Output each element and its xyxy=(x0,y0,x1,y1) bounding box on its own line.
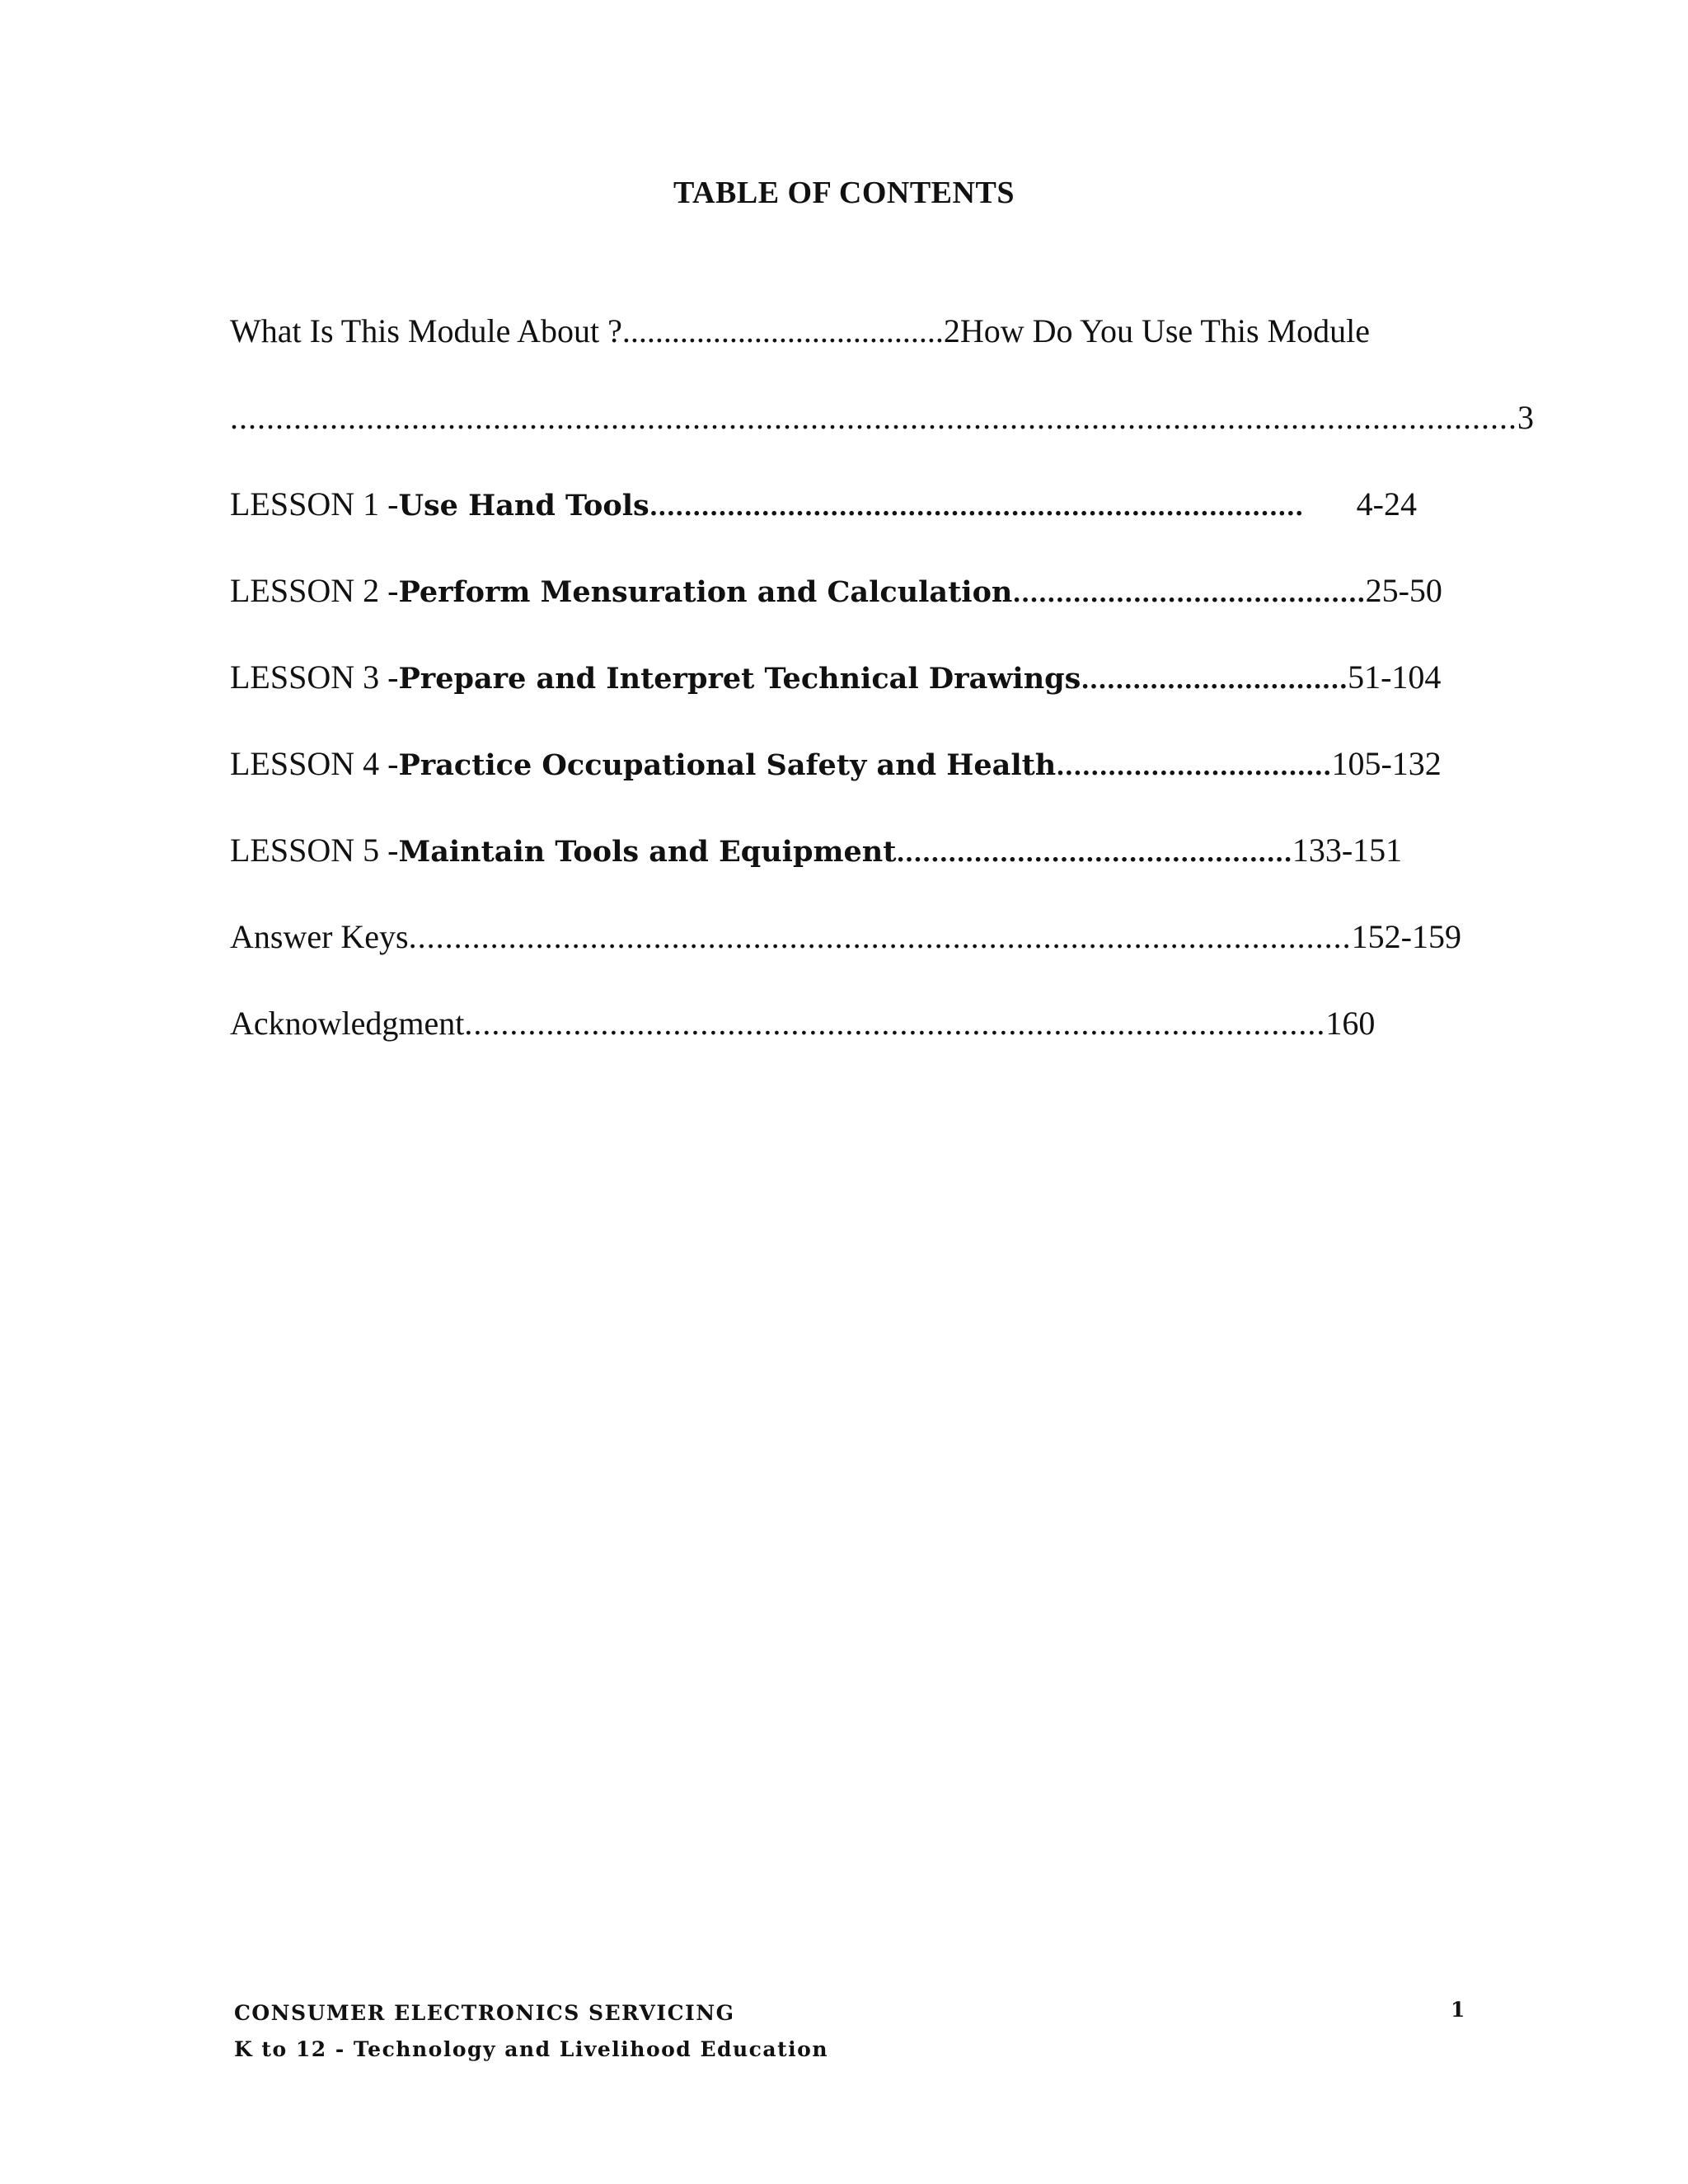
page-title: TABLE OF CONTENTS xyxy=(673,176,1015,210)
toc-entry-answer-keys[interactable] xyxy=(230,912,1461,962)
toc-entry-label: LESSON 5 - xyxy=(230,832,399,869)
toc-entry-page: 4-24 xyxy=(1356,485,1417,523)
toc-entry-label: LESSON 2 - xyxy=(230,572,399,609)
toc-entry-leader: ................................ xyxy=(1056,752,1332,781)
toc-entry-page: 2 xyxy=(943,312,960,349)
toc-entry-leader: ............................... xyxy=(1081,666,1348,695)
toc-entry-title: Prepare and Interpret Technical Drawings xyxy=(398,662,1081,696)
toc-entry-label: Acknowledgment xyxy=(230,1005,465,1042)
toc-entry-leader: ....................................... xyxy=(621,312,944,349)
toc-entry-leader: .............................................. xyxy=(896,839,1292,868)
toc-entry-label: LESSON 3 - xyxy=(230,658,399,696)
toc-entry-continuation: How Do You Use This Module xyxy=(959,312,1370,349)
toc-entry-label: LESSON 4 - xyxy=(230,745,399,782)
toc-entry-leader: ......................................... xyxy=(1012,579,1366,608)
toc-entry-page: 3 xyxy=(1517,399,1534,436)
toc-entry-leader: ............................................................................................... xyxy=(464,1005,1326,1042)
footer-title: CONSUMER ELECTRONICS SERVICING xyxy=(234,2001,735,2025)
toc-entry-title: Perform Mensuration and Calculation xyxy=(398,575,1013,609)
toc-entry-how-to-use[interactable] xyxy=(230,393,1534,443)
toc-entry-lesson-3[interactable] xyxy=(230,653,1442,702)
toc-entry-page: 160 xyxy=(1325,1005,1376,1042)
toc-entry-acknowledgment[interactable] xyxy=(230,999,1376,1048)
toc-entry-page: 25-50 xyxy=(1365,572,1442,609)
page-number: 1 xyxy=(1451,1998,1465,2022)
toc-entry-page: 51-104 xyxy=(1348,658,1442,696)
toc-entry-leader: ............................................................................ xyxy=(649,493,1304,522)
toc-entry-lesson-5[interactable] xyxy=(230,826,1403,875)
toc-entry-lesson-1[interactable] xyxy=(230,480,1417,529)
toc-entry-leader: .............................................................................................................................................. xyxy=(230,399,1517,436)
toc-entry-title: Maintain Tools and Equipment xyxy=(398,835,897,869)
toc-entry-lesson-2[interactable] xyxy=(230,566,1442,616)
footer-subtitle: K to 12 - Technology and Livelihood Education xyxy=(234,2037,829,2061)
toc-entry-label: What Is This Module About ? xyxy=(230,312,622,349)
toc-entry-title: Use Hand Tools xyxy=(398,489,649,523)
toc-entry-page: 105-132 xyxy=(1331,745,1442,782)
toc-entry-page: 152-159 xyxy=(1351,918,1461,955)
toc-entry-label: Answer Keys xyxy=(230,918,409,955)
toc-entry-page: 133-151 xyxy=(1292,832,1403,869)
toc-entry-module-about[interactable] xyxy=(230,307,1417,356)
toc-entry-lesson-4[interactable] xyxy=(230,739,1442,789)
toc-entry-label: LESSON 1 - xyxy=(230,485,399,523)
toc-entry-title: Practice Occupational Safety and Health xyxy=(398,748,1057,782)
toc-entry-leader: ........................................................................................................ xyxy=(408,918,1352,955)
